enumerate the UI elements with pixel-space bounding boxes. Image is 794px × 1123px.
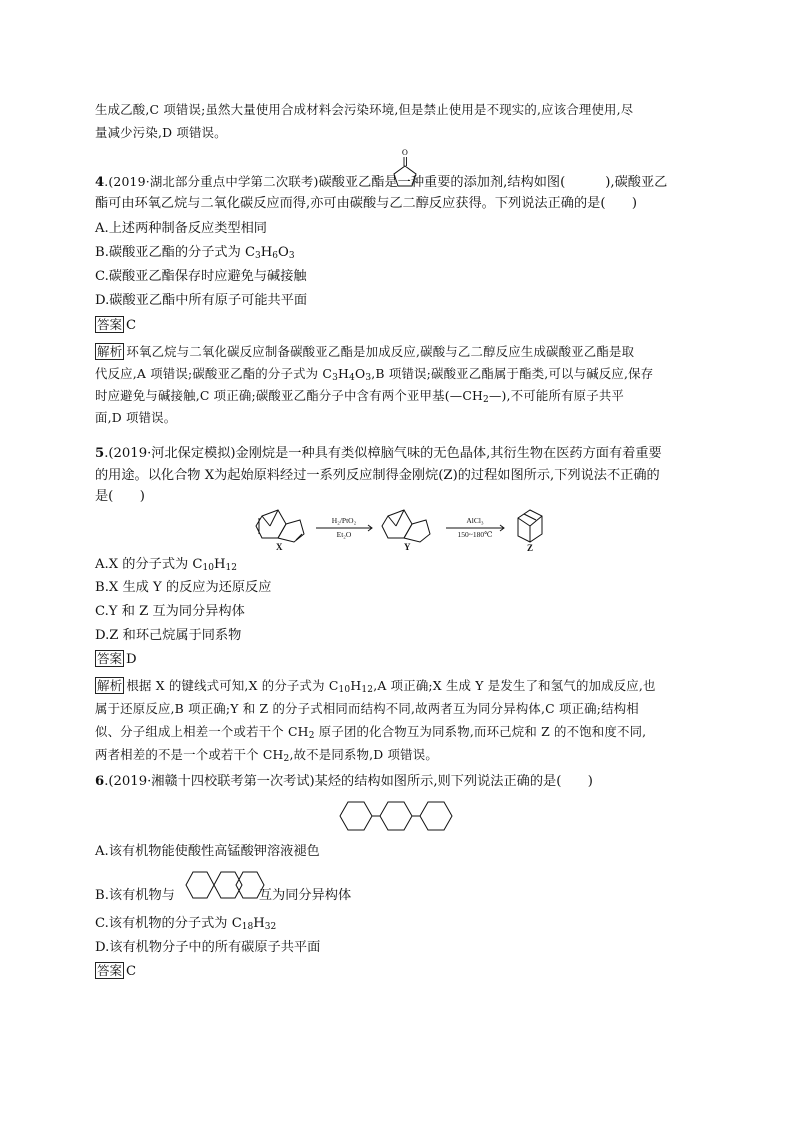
condition-2: 150~180℃ bbox=[457, 530, 493, 539]
question-6-stem: 6.(2019·湘赣十四校联考第一次考试)某烃的结构如图所示,则下列说法正确的是( ) bbox=[95, 774, 593, 789]
answer-value: C bbox=[126, 318, 137, 333]
explanation-tag: 解析 bbox=[97, 344, 123, 359]
answer-row bbox=[95, 316, 136, 336]
explanation-line: 解析 根据 X 的键线式可知,X 的分子式为 $C_{10}H_{12},A$ 项正确;X 生成 Y 是发生了和氢气的加成反应,也 bbox=[97, 678, 656, 695]
option-a: A.上述两种制备反应类型相同 bbox=[95, 221, 267, 236]
explanation-line: 时应避免与碱接触,C 项正确;碳酸亚乙酯分子中含有两个亚甲基$(—CH_2—)$,不可能所有原子共平 bbox=[95, 388, 625, 405]
option-a: A.X 的分子式为 $C_{10}H_{12}$ bbox=[95, 557, 237, 573]
explanation-line: 面,D 项错误。 bbox=[95, 410, 177, 425]
explanation-line: 属于还原反应,B 项正确;Y 和 Z 的分子式相同而结构不同,故两者互为同分异构体,C 项正确;结构相 bbox=[95, 701, 639, 716]
option-b: B.该有机物与 互为同分异构体 bbox=[95, 888, 352, 903]
solvent-1: Et₂O bbox=[336, 530, 352, 539]
stem-text: ),碳酸亚乙 bbox=[605, 175, 668, 190]
question-5-stem: 5.(2019·河北保定模拟)金刚烷是一种具有类似樟脑气味的无色晶体,其衍生物在医药方面有着重要 bbox=[95, 446, 662, 461]
question-number: 5 bbox=[95, 446, 105, 461]
reagent-2: AlCl₃ bbox=[466, 516, 484, 525]
stem-line: 酯可由环氧乙烷与二氧化碳反应而得,亦可由碳酸与乙二醇反应获得。下列说法正确的是( ) bbox=[95, 196, 637, 211]
stem-line: 是( ) bbox=[95, 489, 145, 504]
option-d: D.碳酸亚乙酯中所有原子可能共平面 bbox=[95, 293, 308, 308]
carbonyl-oxygen-label: O bbox=[402, 148, 408, 157]
ethylene-carbonate-structure bbox=[385, 146, 427, 190]
explanation-line: 代反应,A 项错误;碳酸亚乙酯的分子式为 $C_3H_4O_3,B$ 项错误;碳酸亚乙酯属于酯类,可以与碱反应,保存 bbox=[95, 366, 654, 383]
question-number: 4 bbox=[95, 175, 105, 190]
explanation-line: 解析 环氧乙烷与二氧化碳反应制备碳酸亚乙酯是加成反应,碳酸与乙二醇反应生成碳酸亚乙酯是取 bbox=[97, 344, 635, 359]
stem-line: 的用途。以化合物 X为起始原料经过一系列反应制得金刚烷(Z)的过程如图所示,下列说法不正确的 bbox=[95, 468, 660, 483]
answer-row bbox=[95, 962, 136, 982]
answer-value: C bbox=[126, 964, 137, 979]
tricyclohexyl-structure bbox=[338, 798, 458, 834]
reagent-1: H₂/PtO₂ bbox=[331, 516, 357, 525]
option-a: A.该有机物能使酸性高锰酸钾溶液褪色 bbox=[95, 844, 320, 859]
option-d: D.Z 和环己烷属于同系物 bbox=[95, 628, 242, 643]
text-line: 生成乙酸,C 项错误;虽然大量使用合成材料会污染环境,但是禁止使用是不现实的,应该合理使用,尽 bbox=[95, 102, 634, 117]
answer-tag: 答案 bbox=[97, 963, 123, 978]
question-source: .(2019·湖北部分重点中学第二次联考) bbox=[104, 174, 319, 189]
answer-row bbox=[95, 650, 137, 670]
option-c: C.Y 和 Z 互为同分异构体 bbox=[95, 604, 245, 619]
option-c: C.碳酸亚乙酯保存时应避免与碱接触 bbox=[95, 269, 307, 284]
answer-value: D bbox=[126, 652, 137, 667]
explanation-tag: 解析 bbox=[97, 678, 123, 693]
text-line: 量减少污染,D 项错误。 bbox=[95, 125, 227, 140]
question-4-stem bbox=[95, 172, 667, 193]
label-x: X bbox=[276, 542, 283, 552]
answer-tag: 答案 bbox=[97, 317, 123, 332]
label-y: Y bbox=[404, 542, 411, 552]
perhydroanthracene-structure bbox=[184, 868, 266, 902]
label-z: Z bbox=[527, 543, 534, 552]
answer-tag: 答案 bbox=[97, 651, 123, 666]
option-d: D.该有机物分子中的所有碳原子共平面 bbox=[95, 940, 321, 955]
option-b: B.X 生成 Y 的反应为还原反应 bbox=[95, 580, 272, 595]
explanation-line: 两者相差的不是一个或若干个 $CH_2$,故不是同系物,D 项错误。 bbox=[95, 747, 438, 764]
explanation-line: 似、分子组成上相差一个或若干个 $CH_2$ 原子团的化合物互为同系物,而环己烷和 Z 的不饱和度不同, bbox=[95, 724, 647, 741]
option-b: B.碳酸亚乙酯的分子式为 $C_3H_6O_3$ bbox=[95, 245, 295, 261]
question-number: 6 bbox=[95, 774, 105, 789]
option-c: C.该有机物的分子式为 $C_{18}H_{32}$ bbox=[95, 916, 277, 932]
adamantane-reaction-scheme bbox=[250, 504, 570, 552]
stem-text: 碳酸亚乙酯是一种重要的添加剂,结构如图( bbox=[318, 175, 566, 190]
